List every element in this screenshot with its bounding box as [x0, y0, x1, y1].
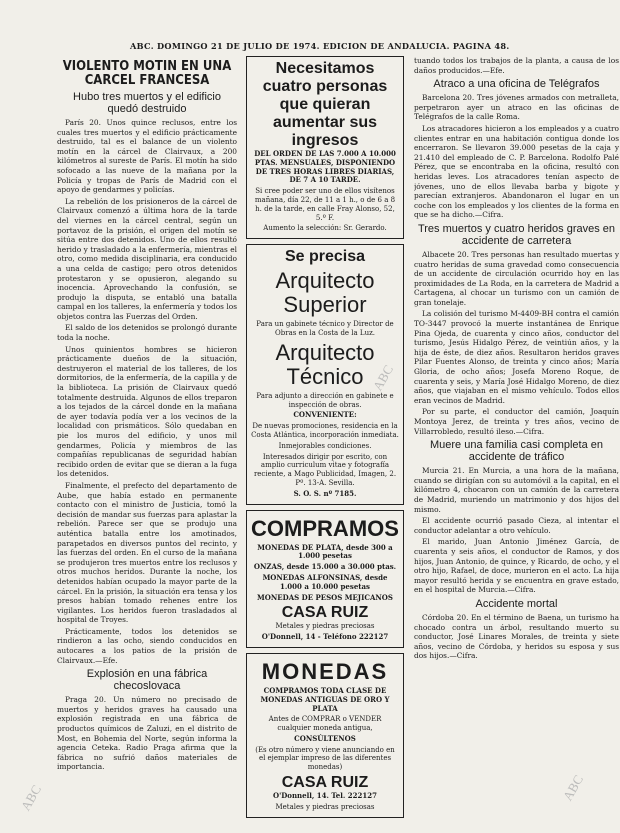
ad-ingresos-body: DEL ORDEN DE LAS 7.000 A 10.000 PTAS. MENSUALES, DISPONIENDO DE TRES HORAS LIBRES DIARIAS, DE 7 A 10 TARDE. [254, 149, 396, 185]
ad-arquitecto-text2: Para adjunto a dirección en gabinete e inspección de obras. [256, 391, 394, 409]
ad-monedas-title: MONEDAS [261, 658, 389, 684]
headline-tres-muertos: Tres muertos y cuatro heridos graves en accidente de carretera [417, 222, 616, 247]
watermark-stamp: ABC [369, 362, 397, 394]
article-paragraph: El saldo de los detenidos se prolongó durante toda la noche. [57, 323, 237, 343]
article-paragraph: Murcia 21. En Murcia, a una hora de la mañana, cuando se dirigían con su automóvil a la capital, en el kilómetro 4, chocaron con un camión de la carretera de Madrid, muriendo un matrimonio y dos hijos del mismo. [414, 466, 619, 514]
ad-compramos-line: MONEDAS DE PESOS MEJICANOS [257, 592, 393, 602]
ad-monedas-line: Antes de COMPRAR o VENDER cualquier moneda antigua, [268, 715, 382, 733]
column-left [57, 56, 237, 825]
ad-compramos-addr: O'Donnell, 14 - Teléfono 222127 [261, 632, 389, 642]
ad-arquitecto-cond: Inmejorables condiciones. [278, 441, 372, 450]
ad-arquitecto-apply: Interesados dirigir por escrito, con amplio curriculum vitae y fotografía reciente, a Mago Publicidad, Imagen, 2. Pº. 13-A. Sevilla. [253, 452, 397, 487]
watermark-stamp: ABC [17, 782, 45, 814]
column-middle [246, 56, 404, 825]
subhead-motin: Hubo tres muertos y el edificio quedó destruido [73, 91, 221, 115]
article-paragraph: París 20. Unos quince reclusos, entre los cuales tres muertos y el edificio prácticamente destruido, tal es el balance de un violento motín en la cárcel de Clairvaux, a 200 kilómetros al sureste de París. El motín ha sido sofocado a las nueve de la mañana por la Policía y tropas de París de Madrid con el apoyo de gendarmes y policías. [57, 118, 237, 195]
page-header: ABC. DOMINGO 21 DE JULIO DE 1974. EDICION DE ANDALUCIA. PAGINA 48. [130, 41, 510, 51]
ad-ingresos [246, 56, 404, 239]
article-paragraph: Córdoba 20. En el término de Baena, un turismo ha chocado contra un árbol, resultando muerto su conductor, José Linares Morales, de treinta y siete años, vecino de Córdoba, y heridos su esposa y sus dos hijos.—Cifra. [414, 612, 619, 661]
ad-compramos-line: ONZAS, desde 15.000 a 30.000 ptas. [253, 562, 397, 572]
article-paragraph: Prácticamente, todos los detenidos se rindieron a las ocho, siendo conducidos en autocares a los patios de la prisión de Clairvaux.—Efe. [57, 626, 237, 665]
ad-compramos [246, 510, 404, 648]
ad-ingresos-contact: Si cree poder ser uno de ellos visítenos mañana, día 22, de 11 a 1 h., o de 6 a 8 h. de la tarde, en calle Fray Alonso, 52, 5.º F. [254, 187, 396, 222]
headline-accidente-mortal: Accidente mortal [475, 597, 558, 610]
watermark-stamp: ABC [559, 772, 587, 804]
article-paragraph: La rebelión de los prisioneros de la cárcel de Clairvaux comenzó a última hora de la tarde del viernes en la cárcel central, según un portavoz de la prisión, el origen del motín se sitúa entre dos detenidos. Uno de ellos resultó herido y trasladado a la enfermería, mientras el otro, como medida disciplinaria, era conducido a una celda de castigo; pero otros detenidos protestaron y se opusieron, alegando su inocencia. Aprovechando la confusión, se produjo la disputa, se entabló una batalla campal en los talleres, la enfermería y todos los objetos contra las Fuerzas del Orden. [57, 196, 237, 321]
ad-arquitecto-ref: S. O. S. nº 7185. [293, 488, 357, 498]
ad-arquitecto-conv-title: CONVENIENTE: [293, 410, 357, 420]
ad-compramos-line: MONEDAS ALFONSINAS, desde 1.000 a 10.000 pesetas [262, 572, 388, 591]
ad-ingresos-note: Aumento la selección: Sr. Gerardo. [263, 224, 387, 233]
ad-arquitecto-text1: Para un gabinete técnico y Director de Obras en la Costa de la Luz. [256, 320, 394, 337]
article-paragraph: Albacete 20. Tres personas han resultado muertas y cuatro heridas de suma gravedad como consecuencia de un accidente de circulación ocurrido hoy en las proximidades de La Roda, en la carretera de Madrid a Cartagena, al chocar un turismo con un camión de gran tonelaje. [414, 249, 619, 307]
headline-atraco: Atraco a una oficina de Telégrafos [433, 78, 600, 91]
ad-arquitecto-lead: Se precisa [284, 248, 366, 266]
ad-compramos-name: CASA RUIZ [281, 604, 369, 622]
headline-familia: Muere una familia casi completa en accidente de tráfico [429, 439, 604, 464]
ad-compramos-title: COMPRAMOS [251, 515, 399, 541]
ad-monedas [246, 653, 404, 818]
article-paragraph: Por su parte, el conductor del camión, Joaquín Montoya Jerez, de treinta y tres años, vecino de Villarrobledo, resultó ileso.—Cifra. [414, 407, 619, 436]
ad-compramos-line: MONEDAS DE PLATA, desde 300 a 1.000 pesetas [257, 542, 393, 561]
ad-arquitecto-role1: Arquitecto Superior [275, 268, 375, 318]
article-paragraph: tuando todos los trabajos de la planta, a causa de los daños producidos.—Efe. [414, 56, 619, 75]
ad-arquitecto-conv: De nuevas promociones, residencia en la Costa Atlántica, incorporación inmediata. [251, 422, 399, 439]
article-paragraph: La colisión del turismo M-4409-BH contra el camión TO-3447 provocó la muerte instantánea de Enrique Pina Ojeda, de cuarenta y cinco años, conductor del turismo, Jesús Hidalgo Pérez, de veintiún años, y la hija de éste, de diez años. Resultaron heridos graves Pilar Fuentes Alonso, de treinta y cinco años; María Gloria, de ocho años; Josefa Moreno Roque, de cuarenta y seis, y María José Hidalgo Moreno, de diez años, que viajaban en el mismo vehículo. Todos ellos eran vecinos de Madrid. [414, 309, 619, 405]
headline-motin: VIOLENTO MOTIN EN UNA CARCEL FRANCESA [62, 59, 232, 88]
column-right [414, 56, 619, 825]
ad-arquitecto-role2: Arquitecto Técnico [275, 339, 375, 389]
article-paragraph: Unos quinientos hombres se hicieron prácticamente dueños de la situación, destruyeron el material de los talleres, de los dormitorios, de la enfermería, de la capilla y de la biblioteca. La prisión de Clairvaux quedó totalmente destruida. Algunos de ellos treparon a los tejados de la cárcel donde en la mañana de ayer todavía podía ver a los vecinos de la localidad con prismáticos. Sólo quedaban en pie los muros del edificio, y unos mil gendarmes, Policía y miembros de las compañías republicanas de seguridad habían recibido orden de evitar que se dieran a la fuga los detenidos. [57, 344, 237, 479]
headline-explosion: Explosión en una fábrica checoslovaca [86, 668, 208, 693]
article-paragraph: Finalmente, el prefecto del departamento de Aube, que había estado en permanente contacto con el ministro de Justicia, tomó la decisión de mandar sus fuerzas para aplastar la rebelión. Parece ser que se produjo una auténtica batalla entre los amotinados, parapetados en diversos puntos del recinto, y las fuerzas del orden. En el curso de la mañana se produjeron tres muertos entre los reclusos y otros muchos heridos. Durante la noche, los detenidos habían ocupado la mayor parte de la cárcel. En la prisión, la situación era tensa y los presos habían tomado rehenes entre los vigilantes. Los heridos fueron trasladados al hospital de Troyes. [57, 480, 237, 625]
ad-monedas-addr: O'Donnell, 14. Tel. 222127 [272, 791, 378, 801]
ad-monedas-line: COMPRAMOS TODA CLASE DE MONEDAS ANTIGUAS DE ORO Y PLATA [260, 685, 390, 713]
ad-monedas-line: (Es otro número y viene anunciando en el ejemplar impreso de las diferentes monedas) [255, 745, 395, 772]
ad-ingresos-title: Necesitamos cuatro personas que quieran aumentar sus ingresos [262, 60, 388, 149]
article-paragraph: Los atracadores hicieron a los empleados y a cuatro clientes entrar en una habitación contigua donde los encerraron. Se llevaron 39.000 pesetas de la caja y 21.410 del empleado de C. P. Barcelona. Rodolfo Palé Pérez, que se encontraba en la oficina, resultó con heridas leves. Los atracadores tenían aspecto de jóvenes, uno de ellos llevaba barba y bigote y parecían extranjeros. Abandonaron el lugar en un coche con los empleados y los clientes de la forma en que se ha dicho.—Cifra. [414, 123, 619, 220]
article-paragraph: Praga 20. Un número no precisado de muertos y heridos graves ha causado una explosión registrada en una fábrica de productos químicos de Zaluzi, en el distrito de Most, en Bohemia del Norte, según informa la agencia Ceteka. Radio Praga afirma que la fábrica no sufrió daños materiales de importancia. [57, 695, 237, 772]
article-paragraph: Barcelona 20. Tres jóvenes armados con metralleta, perpetraron ayer un atraco en las oficinas de Telégrafos de la calle Roma. [414, 93, 619, 122]
ad-monedas-sub: Metales y piedras preciosas [275, 802, 375, 811]
ad-compramos-sub: Metales y piedras preciosas [275, 622, 375, 631]
article-paragraph: El marido, Juan Antonio Jiménez García, de cuarenta y seis años, el conductor de Ramos, y dos hijos, Juan Antonio, de quince, y Ricardo, de ocho, y el otro hijo, Rafael, de doce, murieron en el acto. La hija mayor resultó herida y se encuentra en grave estado, en el hospital de Murcia.—Cifra. [414, 537, 619, 595]
ad-monedas-name: CASA RUIZ [281, 774, 369, 792]
article-paragraph: El accidente ocurrió pasado Cieza, al intentar el conductor adelantar a otro vehículo. [414, 516, 619, 535]
ad-monedas-line: CONSÚLTENOS [294, 733, 356, 743]
